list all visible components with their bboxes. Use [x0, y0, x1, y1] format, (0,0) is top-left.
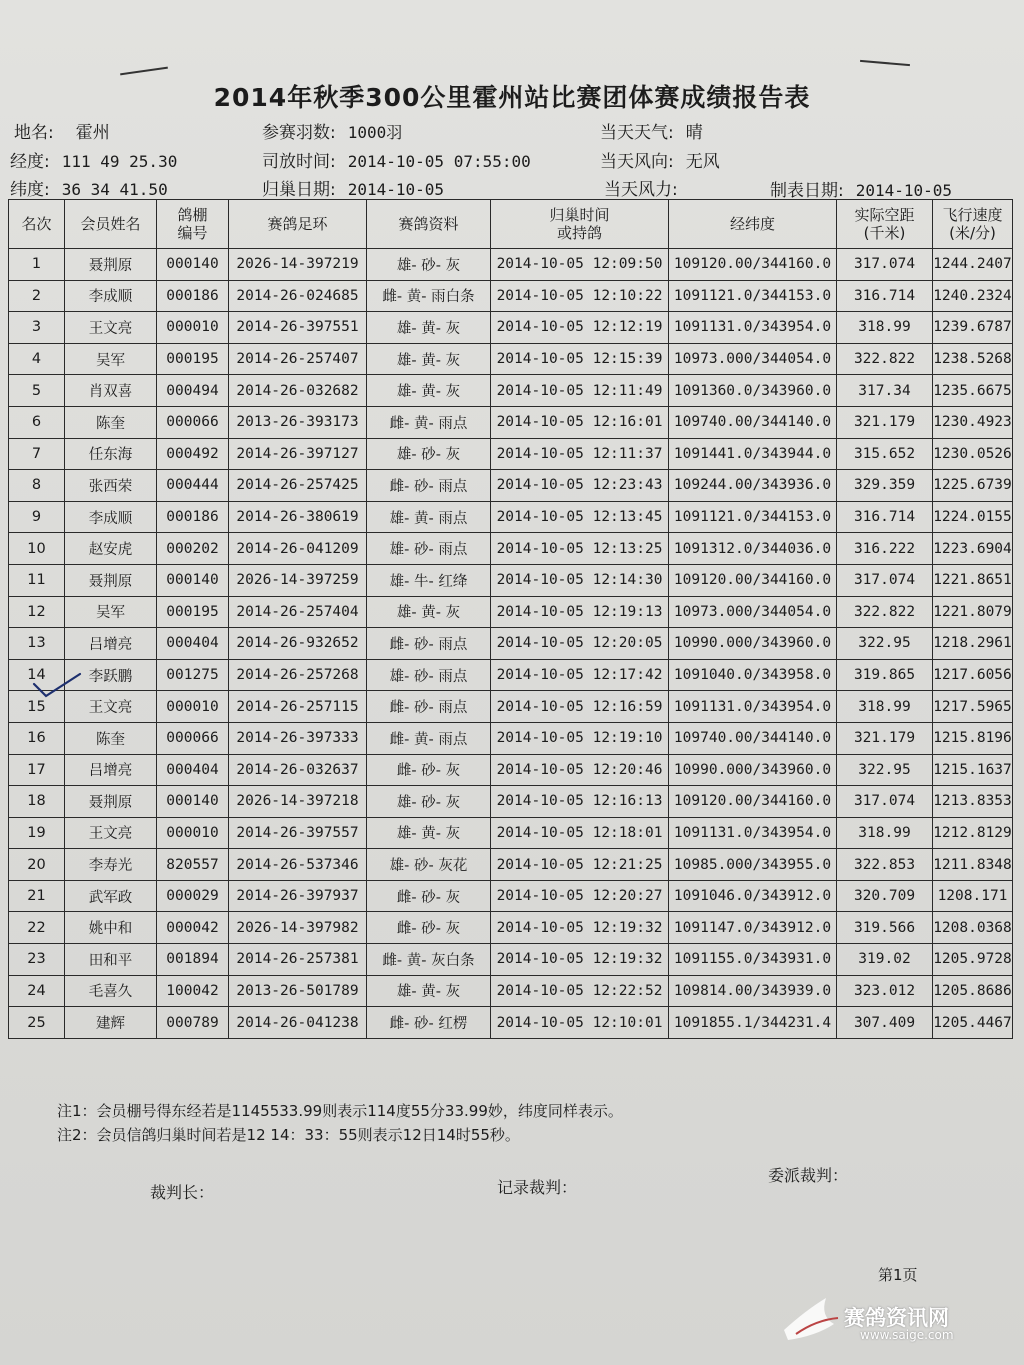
table-cell: 18	[9, 786, 65, 818]
table-cell: 雌- 砂- 灰	[367, 912, 491, 944]
table-row	[9, 786, 1013, 818]
table-cell: 6	[9, 406, 65, 438]
table-cell: 1217.5965	[933, 691, 1013, 723]
table-cell: 001275	[157, 659, 229, 691]
table-cell: 雄- 黄- 灰	[367, 817, 491, 849]
table-cell: 姚中和	[65, 912, 157, 944]
table-cell: 8	[9, 470, 65, 502]
column-header: 赛鸽足环	[229, 200, 367, 249]
table-cell: 307.409	[837, 1007, 933, 1039]
table-cell: 000066	[157, 722, 229, 754]
table-row	[9, 564, 1013, 596]
table-cell: 000042	[157, 912, 229, 944]
table-cell: 2014-10-05 12:19:32	[491, 912, 669, 944]
table-cell: 000186	[157, 501, 229, 533]
table-cell: 2014-26-932652	[229, 628, 367, 660]
table-cell: 1208.0368	[933, 912, 1013, 944]
table-row	[9, 312, 1013, 344]
table-cell: 2014-26-032682	[229, 375, 367, 407]
table-row	[9, 659, 1013, 691]
table-cell: 2014-26-032637	[229, 754, 367, 786]
table-cell: 319.865	[837, 659, 933, 691]
table-row	[9, 375, 1013, 407]
table-cell: 1223.6904	[933, 533, 1013, 565]
table-cell: 1224.0155	[933, 501, 1013, 533]
table-cell: 317.074	[837, 564, 933, 596]
table-cell: 9	[9, 501, 65, 533]
table-cell: 322.822	[837, 596, 933, 628]
table-cell: 雄- 黄- 灰	[367, 343, 491, 375]
table-cell: 11	[9, 564, 65, 596]
table-cell: 20	[9, 849, 65, 881]
column-header: 实际空距 (千米)	[837, 200, 933, 249]
table-cell: 1239.6787	[933, 312, 1013, 344]
table-cell: 10985.000/343955.0	[669, 849, 837, 881]
table-cell: 000404	[157, 628, 229, 660]
table-cell: 109740.00/344140.0	[669, 406, 837, 438]
handwritten-check-mark	[30, 670, 86, 706]
table-cell: 1221.8079	[933, 596, 1013, 628]
table-cell: 322.95	[837, 628, 933, 660]
table-cell: 雌- 黄- 雨点	[367, 406, 491, 438]
table-cell: 109814.00/343939.0	[669, 975, 837, 1007]
table-cell: 001894	[157, 944, 229, 976]
table-cell: 1091855.1/344231.4	[669, 1007, 837, 1039]
table-cell: 317.074	[837, 249, 933, 281]
table-row	[9, 975, 1013, 1007]
table-cell: 1	[9, 249, 65, 281]
table-cell: 2014-10-05 12:13:25	[491, 533, 669, 565]
table-row	[9, 470, 1013, 502]
table-row	[9, 880, 1013, 912]
table-cell: 100042	[157, 975, 229, 1007]
info-latitude: 纬度: 36 34 41.50	[10, 180, 168, 200]
table-row	[9, 944, 1013, 976]
table-cell: 李寿光	[65, 849, 157, 881]
table-cell: 2014-10-05 12:20:27	[491, 880, 669, 912]
table-cell: 1091131.0/343954.0	[669, 312, 837, 344]
table-row	[9, 596, 1013, 628]
table-cell: 雌- 砂- 雨点	[367, 470, 491, 502]
info-wind-direction: 当天风向: 无风	[600, 152, 720, 172]
table-cell: 10990.000/343960.0	[669, 628, 837, 660]
table-cell: 1091046.0/343912.0	[669, 880, 837, 912]
table-cell: 2014-10-05 12:16:59	[491, 691, 669, 723]
table-cell: 吕增亮	[65, 628, 157, 660]
table-row	[9, 501, 1013, 533]
table-cell: 2014-26-024685	[229, 280, 367, 312]
table-cell: 24	[9, 975, 65, 1007]
table-cell: 22	[9, 912, 65, 944]
table-cell: 000789	[157, 1007, 229, 1039]
table-cell: 000186	[157, 280, 229, 312]
table-cell: 李成顺	[65, 501, 157, 533]
table-cell: 320.709	[837, 880, 933, 912]
table-cell: 毛喜久	[65, 975, 157, 1007]
table-cell: 1208.171	[933, 880, 1013, 912]
table-row	[9, 249, 1013, 281]
table-cell: 雌- 黄- 灰白条	[367, 944, 491, 976]
report-title: 2014年秋季300公里霍州站比赛团体赛成绩报告表	[213, 83, 811, 112]
table-cell: 10990.000/343960.0	[669, 754, 837, 786]
table-cell: 10973.000/344054.0	[669, 343, 837, 375]
info-wind-force: 当天风力:	[604, 180, 678, 200]
table-cell: 000140	[157, 249, 229, 281]
table-cell: 1091131.0/343954.0	[669, 691, 837, 723]
table-cell: 雄- 黄- 灰	[367, 975, 491, 1007]
table-cell: 109120.00/344160.0	[669, 564, 837, 596]
table-row	[9, 912, 1013, 944]
table-cell: 10973.000/344054.0	[669, 596, 837, 628]
table-cell: 2014-10-05 12:21:25	[491, 849, 669, 881]
table-cell: 建辉	[65, 1007, 157, 1039]
table-cell: 雌- 砂- 灰	[367, 880, 491, 912]
table-cell: 2014-10-05 12:14:30	[491, 564, 669, 596]
watermark-url: www.saige.com	[860, 1328, 954, 1342]
table-cell: 武军政	[65, 880, 157, 912]
table-cell: 雄- 牛- 红绛	[367, 564, 491, 596]
column-header: 经纬度	[669, 200, 837, 249]
results-table	[8, 199, 1013, 1039]
table-cell: 吴军	[65, 343, 157, 375]
table-cell: 1221.8651	[933, 564, 1013, 596]
table-cell: 2014-26-397557	[229, 817, 367, 849]
table-cell: 2014-26-397333	[229, 722, 367, 754]
table-cell: 109120.00/344160.0	[669, 249, 837, 281]
table-cell: 1091360.0/343960.0	[669, 375, 837, 407]
table-cell: 雄- 砂- 灰	[367, 786, 491, 818]
table-cell: 雌- 砂- 雨点	[367, 691, 491, 723]
table-cell: 2013-26-393173	[229, 406, 367, 438]
table-cell: 2014-26-380619	[229, 501, 367, 533]
table-cell: 000010	[157, 817, 229, 849]
note-1: 注1：会员棚号得东经若是1145533.99则表示114度55分33.99妙，纬度同样表示。	[57, 1102, 623, 1120]
table-cell: 1235.6675	[933, 375, 1013, 407]
table-cell: 1213.8353	[933, 786, 1013, 818]
table-row	[9, 406, 1013, 438]
table-row	[9, 849, 1013, 881]
table-cell: 1091155.0/343931.0	[669, 944, 837, 976]
table-cell: 2014-10-05 12:11:49	[491, 375, 669, 407]
table-cell: 雌- 砂- 红楞	[367, 1007, 491, 1039]
table-cell: 1215.8196	[933, 722, 1013, 754]
table-cell: 2014-10-05 12:10:22	[491, 280, 669, 312]
table-cell: 1212.8129	[933, 817, 1013, 849]
table-cell: 雌- 黄- 雨点	[367, 722, 491, 754]
table-cell: 雄- 黄- 灰	[367, 596, 491, 628]
info-return-date: 归巢日期: 2014-10-05	[262, 180, 445, 200]
appointed-referee-label: 委派裁判：	[768, 1166, 849, 1185]
table-cell: 000404	[157, 754, 229, 786]
table-cell: 田和平	[65, 944, 157, 976]
table-cell: 323.012	[837, 975, 933, 1007]
table-cell: 2014-10-05 12:19:13	[491, 596, 669, 628]
column-header: 鸽棚 编号	[157, 200, 229, 249]
table-cell: 318.99	[837, 312, 933, 344]
table-cell: 聂荆原	[65, 786, 157, 818]
top-right-mark	[860, 60, 910, 66]
table-cell: 2026-14-397218	[229, 786, 367, 818]
table-cell: 1205.9728	[933, 944, 1013, 976]
table-cell: 2014-26-041238	[229, 1007, 367, 1039]
table-row	[9, 1007, 1013, 1039]
table-cell: 2014-10-05 12:20:46	[491, 754, 669, 786]
table-cell: 322.853	[837, 849, 933, 881]
table-cell: 322.822	[837, 343, 933, 375]
table-cell: 陈奎	[65, 722, 157, 754]
table-cell: 2026-14-397259	[229, 564, 367, 596]
chief-referee-label: 裁判长：	[150, 1183, 215, 1202]
table-cell: 109244.00/343936.0	[669, 470, 837, 502]
table-cell: 2014-10-05 12:13:45	[491, 501, 669, 533]
table-cell: 2014-10-05 12:11:37	[491, 438, 669, 470]
table-cell: 1217.6056	[933, 659, 1013, 691]
table-row	[9, 628, 1013, 660]
table-cell: 2	[9, 280, 65, 312]
table-cell: 1205.8686	[933, 975, 1013, 1007]
record-referee-label: 记录裁判：	[497, 1178, 578, 1197]
table-row	[9, 817, 1013, 849]
table-cell: 1230.4923	[933, 406, 1013, 438]
table-cell: 2014-10-05 12:22:52	[491, 975, 669, 1007]
table-cell: 1225.6739	[933, 470, 1013, 502]
table-cell: 15	[9, 691, 65, 723]
column-header: 归巢时间 或持鸽	[491, 200, 669, 249]
table-cell: 吴军	[65, 596, 157, 628]
table-cell: 109740.00/344140.0	[669, 722, 837, 754]
table-cell: 1230.0526	[933, 438, 1013, 470]
table-cell: 321.179	[837, 406, 933, 438]
table-cell: 雄- 砂- 灰花	[367, 849, 491, 881]
table-cell: 2014-26-257425	[229, 470, 367, 502]
table-row	[9, 343, 1013, 375]
table-cell: 000140	[157, 564, 229, 596]
table-cell: 2014-10-05 12:15:39	[491, 343, 669, 375]
table-cell: 2014-26-041209	[229, 533, 367, 565]
column-header: 名次	[9, 200, 65, 249]
table-cell: 吕增亮	[65, 754, 157, 786]
table-cell: 陈奎	[65, 406, 157, 438]
table-cell: 聂荆原	[65, 249, 157, 281]
table-cell: 317.34	[837, 375, 933, 407]
table-cell: 2014-26-257404	[229, 596, 367, 628]
table-cell: 329.359	[837, 470, 933, 502]
table-cell: 1211.8348	[933, 849, 1013, 881]
table-cell: 王文亮	[65, 691, 157, 723]
info-made-date: 制表日期: 2014-10-05	[770, 181, 953, 201]
table-cell: 000140	[157, 786, 229, 818]
table-cell: 000010	[157, 312, 229, 344]
table-cell: 雄- 黄- 灰	[367, 375, 491, 407]
table-body	[9, 249, 1013, 1039]
column-header: 赛鸽资料	[367, 200, 491, 249]
info-release-time: 司放时间: 2014-10-05 07:55:00	[262, 152, 531, 172]
table-cell: 2014-26-397937	[229, 880, 367, 912]
table-cell: 318.99	[837, 817, 933, 849]
info-entries: 参赛羽数: 1000羽	[262, 123, 403, 143]
table-cell: 000444	[157, 470, 229, 502]
table-cell: 赵安虎	[65, 533, 157, 565]
table-cell: 2014-10-05 12:19:10	[491, 722, 669, 754]
table-cell: 雄- 黄- 雨点	[367, 501, 491, 533]
table-cell: 000066	[157, 406, 229, 438]
table-cell: 2014-26-257268	[229, 659, 367, 691]
table-cell: 2014-10-05 12:16:01	[491, 406, 669, 438]
table-cell: 1205.4467	[933, 1007, 1013, 1039]
table-row	[9, 533, 1013, 565]
table-cell: 12	[9, 596, 65, 628]
table-cell: 2026-14-397982	[229, 912, 367, 944]
table-cell: 2014-26-257407	[229, 343, 367, 375]
table-cell: 雄- 砂- 灰	[367, 438, 491, 470]
table-cell: 1244.2407	[933, 249, 1013, 281]
table-cell: 000195	[157, 596, 229, 628]
table-cell: 1238.5268	[933, 343, 1013, 375]
table-row	[9, 280, 1013, 312]
table-cell: 2014-10-05 12:16:13	[491, 786, 669, 818]
table-cell: 19	[9, 817, 65, 849]
table-cell: 14	[9, 659, 65, 691]
table-cell: 王文亮	[65, 312, 157, 344]
table-cell: 2026-14-397219	[229, 249, 367, 281]
table-cell: 109120.00/344160.0	[669, 786, 837, 818]
table-cell: 23	[9, 944, 65, 976]
table-cell: 1218.2961	[933, 628, 1013, 660]
table-cell: 3	[9, 312, 65, 344]
table-cell: 雄- 砂- 灰	[367, 249, 491, 281]
table-cell: 17	[9, 754, 65, 786]
table-row	[9, 754, 1013, 786]
table-cell: 2014-10-05 12:10:01	[491, 1007, 669, 1039]
watermark-text: 赛鸽资讯网	[844, 1306, 949, 1330]
table-cell: 雌- 砂- 灰	[367, 754, 491, 786]
table-cell: 1091131.0/343954.0	[669, 817, 837, 849]
table-cell: 1091040.0/343958.0	[669, 659, 837, 691]
table-cell: 000202	[157, 533, 229, 565]
note-2: 注2：会员信鸽归巢时间若是12 14：33：55则表示12日14时55秒。	[57, 1126, 520, 1144]
table-row	[9, 438, 1013, 470]
table-cell: 雌- 砂- 雨点	[367, 628, 491, 660]
table-cell: 319.02	[837, 944, 933, 976]
table-cell: 2014-10-05 12:19:32	[491, 944, 669, 976]
table-cell: 315.652	[837, 438, 933, 470]
info-longitude: 经度: 111 49 25.30	[10, 152, 178, 172]
table-cell: 李成顺	[65, 280, 157, 312]
table-cell: 2014-10-05 12:17:42	[491, 659, 669, 691]
table-row	[9, 722, 1013, 754]
table-cell: 肖双喜	[65, 375, 157, 407]
table-cell: 000494	[157, 375, 229, 407]
page-number: 第1页	[878, 1266, 918, 1284]
table-cell: 聂荆原	[65, 564, 157, 596]
table-cell: 雄- 砂- 雨点	[367, 533, 491, 565]
column-header: 飞行速度 (米/分)	[933, 200, 1013, 249]
table-cell: 316.714	[837, 501, 933, 533]
table-cell: 4	[9, 343, 65, 375]
table-cell: 318.99	[837, 691, 933, 723]
table-cell: 1091121.0/344153.0	[669, 501, 837, 533]
table-cell: 25	[9, 1007, 65, 1039]
table-cell: 雌- 黄- 雨白条	[367, 280, 491, 312]
table-cell: 1240.2324	[933, 280, 1013, 312]
table-cell: 000492	[157, 438, 229, 470]
table-cell: 2014-10-05 12:09:50	[491, 249, 669, 281]
table-cell: 000195	[157, 343, 229, 375]
table-cell: 张西荣	[65, 470, 157, 502]
table-cell: 317.074	[837, 786, 933, 818]
table-cell: 2014-26-537346	[229, 849, 367, 881]
table-cell: 10	[9, 533, 65, 565]
table-cell: 1215.1637	[933, 754, 1013, 786]
table-cell: 5	[9, 375, 65, 407]
table-row	[9, 691, 1013, 723]
column-header: 会员姓名	[65, 200, 157, 249]
table-cell: 316.222	[837, 533, 933, 565]
table-cell: 319.566	[837, 912, 933, 944]
table-header-row	[9, 200, 1013, 249]
table-cell: 2014-26-397551	[229, 312, 367, 344]
table-cell: 000010	[157, 691, 229, 723]
info-weather: 当天天气: 晴	[600, 123, 703, 143]
table-cell: 321.179	[837, 722, 933, 754]
table-cell: 2014-10-05 12:20:05	[491, 628, 669, 660]
table-cell: 雄- 砂- 雨点	[367, 659, 491, 691]
table-cell: 2013-26-501789	[229, 975, 367, 1007]
table-cell: 13	[9, 628, 65, 660]
table-cell: 2014-10-05 12:12:19	[491, 312, 669, 344]
table-cell: 2014-26-397127	[229, 438, 367, 470]
table-cell: 1091147.0/343912.0	[669, 912, 837, 944]
table-cell: 820557	[157, 849, 229, 881]
table-cell: 1091441.0/343944.0	[669, 438, 837, 470]
table-cell: 雄- 黄- 灰	[367, 312, 491, 344]
top-left-mark	[120, 67, 168, 76]
table-cell: 316.714	[837, 280, 933, 312]
table-cell: 1091121.0/344153.0	[669, 280, 837, 312]
table-cell: 王文亮	[65, 817, 157, 849]
table-cell: 21	[9, 880, 65, 912]
table-cell: 1091312.0/344036.0	[669, 533, 837, 565]
table-cell: 李跃鹏	[65, 659, 157, 691]
table-cell: 2014-10-05 12:18:01	[491, 817, 669, 849]
table-cell: 任东海	[65, 438, 157, 470]
table-cell: 000029	[157, 880, 229, 912]
table-cell: 7	[9, 438, 65, 470]
table-cell: 2014-26-257381	[229, 944, 367, 976]
table-cell: 2014-26-257115	[229, 691, 367, 723]
table-cell: 2014-10-05 12:23:43	[491, 470, 669, 502]
info-location: 地名: 霍州	[14, 123, 110, 143]
table-cell: 322.95	[837, 754, 933, 786]
table-cell: 16	[9, 722, 65, 754]
